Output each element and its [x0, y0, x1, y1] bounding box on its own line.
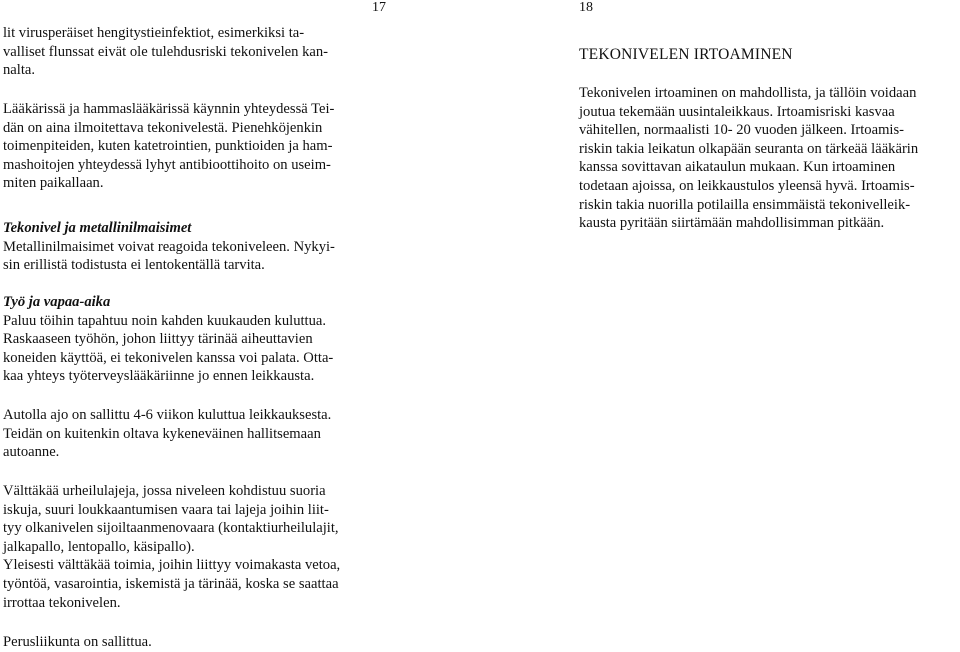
- text-line: joutua tekemään uusintaleikkaus. Irtoamisriski kasvaa: [579, 103, 895, 120]
- paragraph-doctor: [3, 100, 373, 193]
- text-line: Yleisesti välttäkää toimia, joihin liittyy voimakasta vetoa,: [3, 557, 341, 574]
- text-line: tyy olkanivelen sijoiltaanmenovaara (kontaktiurheilulajit,: [3, 520, 339, 537]
- paragraph-sports: [3, 482, 373, 612]
- text-line: iskuja, suuri loukkaantumisen vaara tai lajeja joihin liit-: [3, 501, 329, 518]
- paragraph-loosening: [579, 84, 954, 233]
- heading-work: Työ ja vapaa-aika: [3, 294, 111, 310]
- text-line: Raskaaseen työhön, johon liittyy tärinää aiheuttavien: [3, 331, 313, 348]
- text-line: Paluu töihin tapahtuu noin kahden kuukauden kuluttua.: [3, 312, 327, 329]
- text-line: miten paikallaan.: [3, 175, 104, 192]
- text-line: Välttäkää urheilulajeja, jossa niveleen kohdistuu suoria: [3, 483, 326, 499]
- paragraph-work: [3, 312, 373, 386]
- page-number-right: 18: [579, 0, 593, 15]
- left-column-block-metals: [3, 219, 373, 275]
- text-line: dän on aina ilmoitettava tekonivelestä. Pienehköjenkin: [3, 119, 323, 136]
- heading-metals: Tekonivel ja metallinilmaisimet: [3, 220, 192, 236]
- text-line: Lääkärissä ja hammaslääkärissä käynnin yhteydessä Tei-: [3, 101, 335, 117]
- section-title: TEKONIVELEN IRTOAMINEN: [579, 46, 793, 63]
- text-line: toimenpiteiden, kuten katetrointien, punktioiden ja ham-: [3, 138, 333, 155]
- text-line: Autolla ajo on sallittu 4-6 viikon kuluttua leikkauksesta.: [3, 407, 332, 423]
- text-line: jalkapallo, lentopallo, käsipallo).: [3, 538, 195, 555]
- text-line: lit virusperäiset hengitystieinfektiot, esimerkiksi ta-: [3, 25, 305, 41]
- text-line: nalta.: [3, 62, 36, 79]
- left-column: [3, 24, 373, 80]
- text-line: riskin takia nuorilla potilailla ensimmäistä tekonivelleik-: [579, 196, 911, 213]
- text-line: työntöä, vasarointia, iskemistä ja tärinää, koska se saattaa: [3, 575, 339, 592]
- paragraph-viruses: [3, 24, 373, 80]
- text-line: irrottaa tekonivelen.: [3, 594, 121, 611]
- left-column-block-driving: [3, 406, 373, 462]
- text-line: kaa yhteys työterveyslääkäriinne jo ennen leikkausta.: [3, 368, 315, 385]
- paragraph-driving: [3, 406, 373, 462]
- left-column-block-sports: [3, 482, 373, 612]
- text-line: Teidän on kuitenkin oltava kykeneväinen hallitsemaan: [3, 425, 321, 442]
- paragraph-metals: [3, 238, 373, 275]
- text-line: todetaan ajoissa, on leikkaustulos yleensä hyvä. Irtoamis-: [579, 177, 915, 194]
- text-line: valliset flunssat eivät ole tulehdusriski tekonivelen kan-: [3, 43, 329, 60]
- text-line: sin erillistä todistusta ei lentokentällä tarvita.: [3, 257, 265, 274]
- text-line: kanssa sovittavan aikataulun mukaan. Kun irtoaminen: [579, 159, 896, 176]
- text-line: Tekonivelen irtoaminen on mahdollista, ja tällöin voidaan: [579, 85, 917, 101]
- left-column-block-work: [3, 293, 373, 386]
- text-line: vähitellen, normaalisti 10- 20 vuoden jälkeen. Irtoamis-: [579, 122, 905, 139]
- text-line: koneiden käyttöä, ei tekonivelen kanssa voi palata. Otta-: [3, 349, 334, 366]
- text-line: Perusliikunta on sallittua.: [3, 634, 152, 650]
- left-column-block-doctor: [3, 100, 373, 193]
- text-line: Metallinilmaisimet voivat reagoida tekoniveleen. Nykyi-: [3, 238, 335, 255]
- text-line: riskin takia leikatun olkapään seuranta on tärkeää lääkärin: [579, 140, 919, 157]
- page-number-left: 17: [372, 0, 386, 15]
- paragraph-basic-exercise: [3, 633, 373, 652]
- left-column-block-basic: [3, 633, 373, 652]
- text-line: mashoitojen yhteydessä lyhyt antibioottihoito on useim-: [3, 156, 331, 173]
- text-line: kausta pyritään siirtämään mahdollisimman pitkään.: [579, 215, 885, 232]
- right-column: [579, 46, 954, 65]
- right-column-block-loosening: [579, 84, 954, 233]
- text-line: autoanne.: [3, 444, 60, 461]
